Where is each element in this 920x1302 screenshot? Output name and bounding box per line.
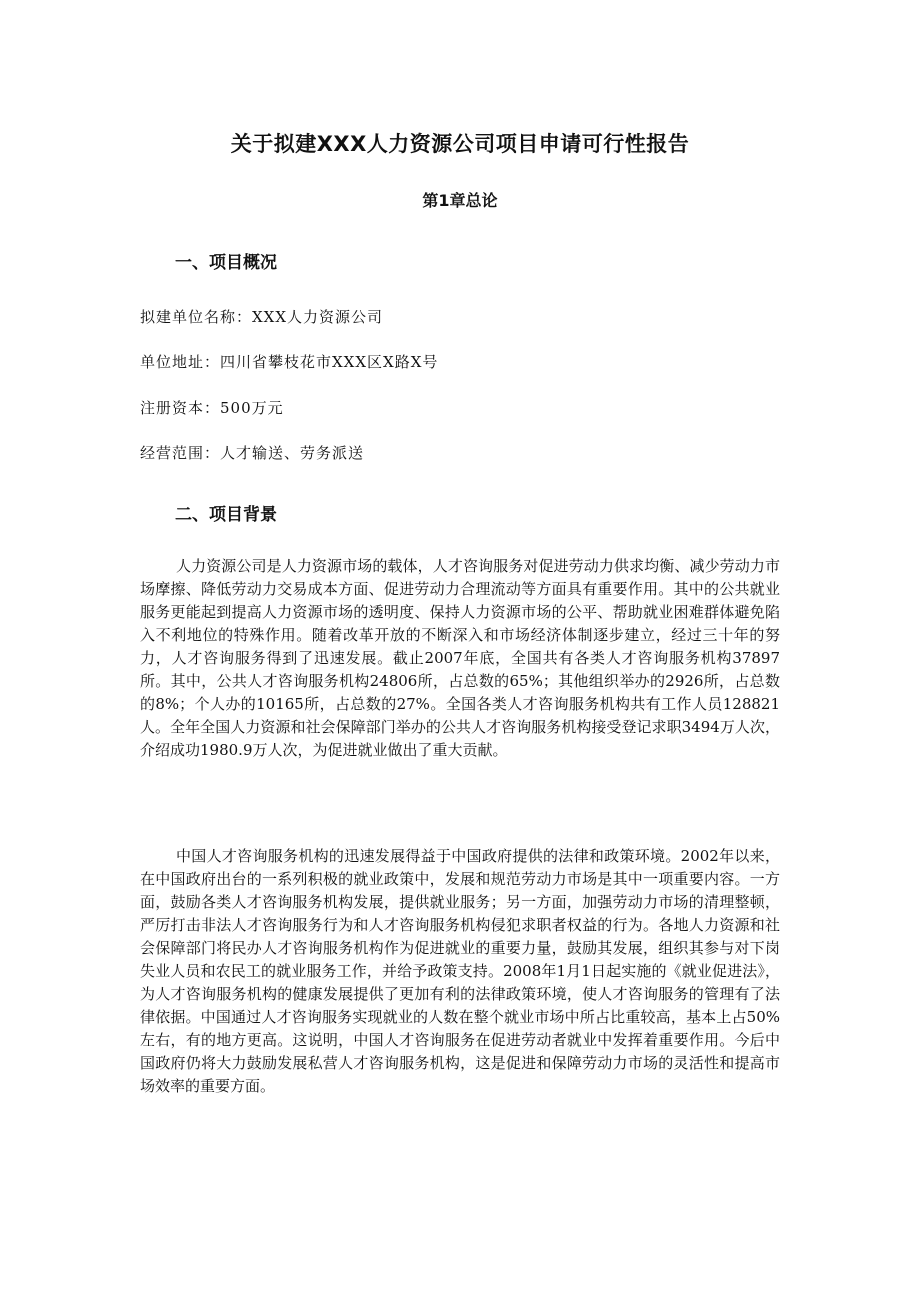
- chapter-heading: 第1章总论: [422, 191, 498, 210]
- document-title: 关于拟建XXX人力资源公司项目申请可行性报告: [230, 132, 690, 156]
- info-address: 单位地址：四川省攀枝花市XXX区X路X号: [140, 353, 439, 371]
- section-heading-overview: 一、项目概况: [175, 253, 277, 273]
- background-paragraph-2: 中国人才咨询服务机构的迅速发展得益于中国政府提供的法律和政策环境。2002年以来，在中国政府出台的一系列积极的就业政策中，发展和规范劳动力市场是其中一项重要内容。一方面，鼓励各类人才咨询服务机构发展，提供就业服务；另一方面，加强劳动力市场的清理整顿，严厉打击非法人才咨询服务行为和人才咨询服务机构侵犯求职者权益的行为。各地人力资源和社会保障部门将民办人才咨询服务机构作为促进就业的重要力量，鼓励其发展，组织其参与对下岗失业人员和农民工的就业服务工作，并给予政策支持。2008年1月1日起实施的《就业促进法》，为人才咨询服务机构的健康发展提供了更加有利的法律政策环境，使人才咨询服务的管理有了法律依据。中国通过人才咨询服务实现就业的人数在整个就业市场中所占比重较高，基本上占50%左右，有的地方更高。这说明，中国人才咨询服务在促进劳动者就业中发挥着重要作用。今后中国政府仍将大力鼓励发展私营人才咨询服务机构，这是促进和保障劳动力市场的灵活性和提高市场效率的重要方面。: [140, 847, 780, 1095]
- info-registered-capital: 注册资本：500万元: [140, 399, 284, 417]
- info-business-scope: 经营范围：人才输送、劳务派送: [140, 444, 365, 462]
- section-heading-background: 二、项目背景: [175, 505, 277, 525]
- background-paragraph-1: 人力资源公司是人力资源市场的载体，人才咨询服务对促进劳动力供求均衡、减少劳动力市场摩擦、降低劳动力交易成本方面、促进劳动力合理流动等方面具有重要作用。其中的公共就业服务更能起到提高人力资源市场的透明度、保持人力资源市场的公平、帮助就业困难群体避免陷入不利地位的特殊作用。随着改革开放的不断深入和市场经济体制逐步建立，经过三十年的努力，人才咨询服务得到了迅速发展。截止2007年底，全国共有各类人才咨询服务机构37897所。其中，公共人才咨询服务机构24806所，占总数的65%；其他组织举办的2926所，占总数的8%；个人办的10165所，占总数的27%。全国各类人才咨询服务机构共有工作人员128821人。全年全国人力资源和社会保障部门举办的公共人才咨询服务机构接受登记求职3494万人次，介绍成功1980.9万人次，为促进就业做出了重大贡献。: [140, 557, 780, 759]
- info-unit-name: 拟建单位名称：XXX人力资源公司: [140, 308, 384, 326]
